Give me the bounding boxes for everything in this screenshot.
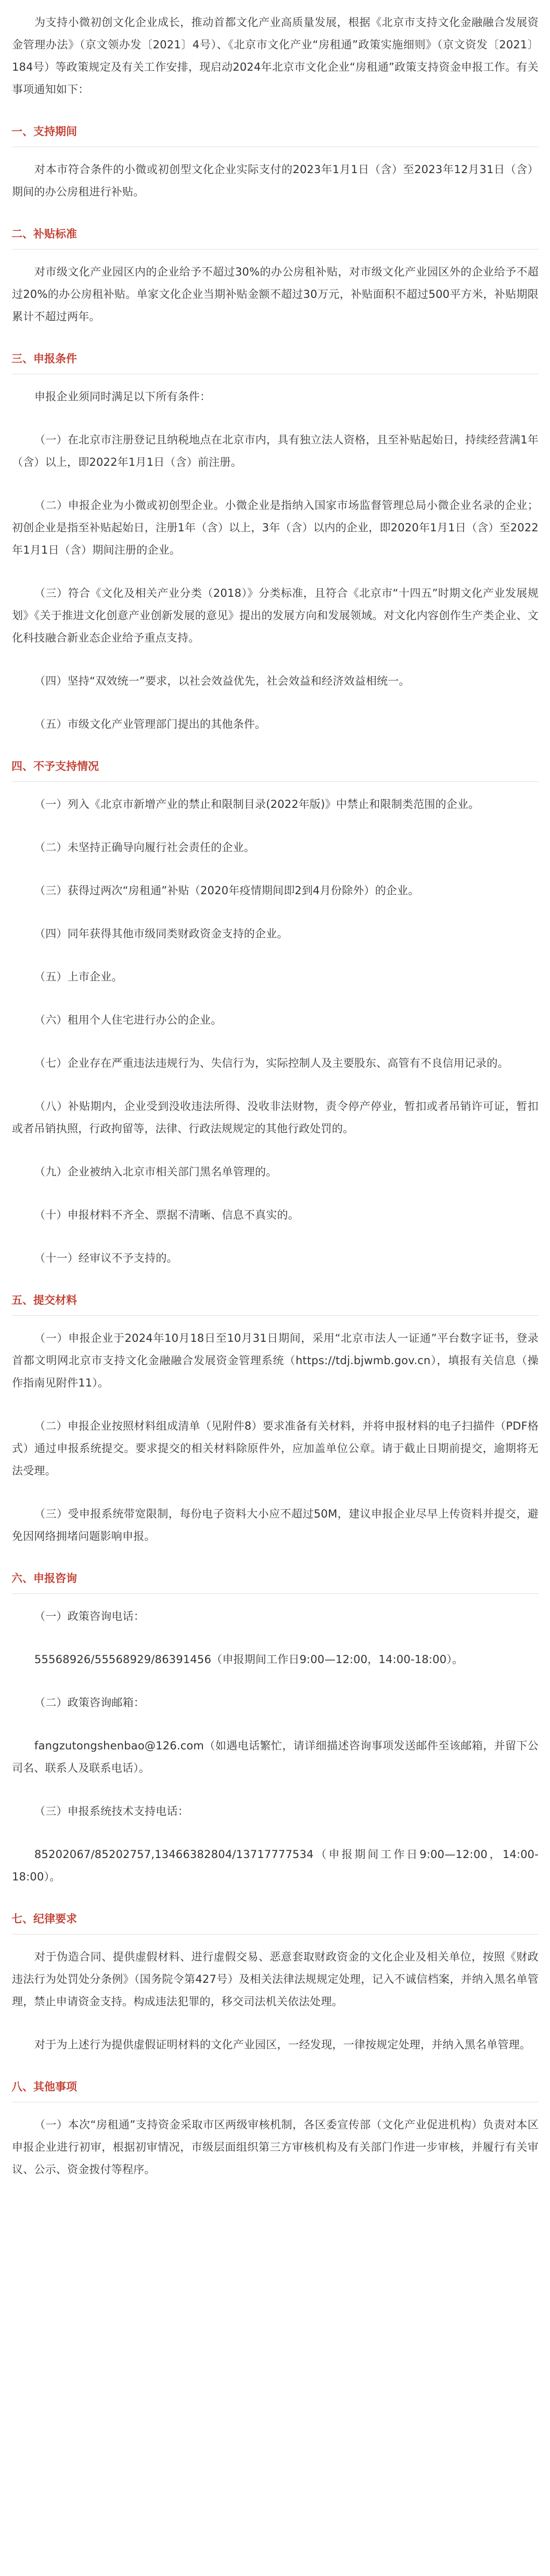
list-item: （三）受申报系统带宽限制，每份电子资料大小应不超过50M，建议申报企业尽早上传资料并提交，避免因网络拥堵问题影响申报。 <box>12 1508 539 1542</box>
paragraph: 对于伪造合同、提供虚假材料、进行虚假交易、恶意套取财政资金的文化企业及相关单位，按照《财政违法行为处罚处分条例》（国务院令第427号）及相关法律法规规定处理，记入不诚信档案，并纳入黑名单管理，禁止申请资金支持。构成违法犯罪的，移交司法机关依法处理。 <box>12 1951 539 2008</box>
list-item: （七）企业存在严重违法违规行为、失信行为，实际控制人及主要股东、高管有不良信用记录的。 <box>34 1057 509 1069</box>
list-item: （五）市级文化产业管理部门提出的其他条件。 <box>34 718 266 730</box>
section-title: 八、其他事项 <box>11 2081 77 2093</box>
list-item: （二）申报企业按照材料组成清单（见附件8）要求准备有关材料，并将申报材料的电子扫描件（PDF格式）通过申报系统提交。要求提交的相关材料除原件外，应加盖单位公章。请于截止日期前提交，逾期将无法受理。 <box>12 1420 539 1477</box>
section-divider <box>11 781 539 782</box>
list-item: （六）租用个人住宅进行办公的企业。 <box>34 1014 222 1026</box>
list-item: （二）未坚持正确导向履行社会责任的企业。 <box>34 841 255 854</box>
list-item: （四）同年获得其他市级同类财政资金支持的企业。 <box>34 927 288 940</box>
section-title: 四、不予支持情况 <box>11 760 99 773</box>
paragraph: 对市级文化产业园区内的企业给予不超过30%的办公房租补贴，对市级文化产业园区外的企业给予不超过20%的办公房租补贴。单家文化企业当期补贴金额不超过30万元，补贴面积不超过500平方米，补贴期限累计不超过两年。 <box>12 266 539 323</box>
section-consultation <box>0 1568 550 1888</box>
section-divider <box>11 1593 539 1594</box>
list-item: （一）在北京市注册登记且纳税地点在北京市内，具有独立法人资格，且至补贴起始日，持续经营满1年（含）以上，即2022年1月1日（含）前注册。 <box>12 434 539 468</box>
paragraph: 对于为上述行为提供虚假证明材料的文化产业园区，一经发现，一律按规定处理，并纳入黑名单管理。 <box>34 2038 531 2051</box>
section-title: 七、纪律要求 <box>11 1913 77 1925</box>
list-item: （三）获得过两次“房租通”补贴（2020年疫情期间即2到4月份除外）的企业。 <box>34 884 419 897</box>
section-discipline <box>0 1909 550 2056</box>
section-title: 三、申报条件 <box>11 352 77 365</box>
list-item: （二）申报企业为小微或初创型企业。小微企业是指纳入国家市场监督管理总局小微企业名录的企业；初创企业是指至补贴起始日，注册1年（含）以上，3年（含）以内的企业，即2020年1月1日（含）至2022年1月1日（含）期间注册的企业。 <box>12 499 539 556</box>
list-item: （九）企业被纳入北京市相关部门黑名单管理的。 <box>34 1166 277 1178</box>
list-item: （五）上市企业。 <box>34 971 123 983</box>
section-exclusions <box>0 756 550 1270</box>
list-item: （三）符合《文化及相关产业分类（2018）》分类标准，且符合《北京市“十四五”时期文化产业发展规划》《关于推进文化创意产业创新发展的意见》提出的发展方向和发展领域。对文化内容创作生产类企业、文化科技融合新业态企业给予重点支持。 <box>12 587 539 644</box>
section-other-matters <box>0 2077 550 2181</box>
list-item: （一）本次“房租通”支持资金采取市区两级审核机制，各区委宣传部（文化产业促进机构）负责对本区申报企业进行初审，根据初审情况，市级层面组织第三方审核机构及有关部门作进一步审核，并履行有关审议、公示、资金拨付等程序。 <box>12 2119 539 2176</box>
intro-paragraph: 为支持小微初创文化企业成长，推动首都文化产业高质量发展，根据《北京市支持文化金融融合发展资金管理办法》（京文领办发〔2021〕4号）、《北京市文化产业“房租通”政策实施细则》（京文资发〔2021〕184号）等政策规定及有关工作安排，现启动2024年北京市文化企业“房租通”政策支持资金申报工作。有关事项通知如下： <box>12 16 539 96</box>
list-item: （一）列入《北京市新增产业的禁止和限制目录(2022年版)》中禁止和限制类范围的企业。 <box>34 798 480 810</box>
section-subsidy-standard <box>0 224 550 328</box>
section-conditions <box>0 349 550 736</box>
list-item: （十一）经审议不予支持的。 <box>34 1252 178 1264</box>
section-support-period <box>0 122 550 203</box>
section-materials <box>0 1290 550 1548</box>
tech-support-phone: 85202067/85202757,13466382804/13717777534（申报期间工作日9:00—12:00，14:00-18:00）。 <box>12 1848 539 1883</box>
section-divider <box>11 1315 539 1316</box>
list-item: （三）申报系统技术支持电话： <box>34 1805 189 1817</box>
list-item: （八）补贴期内，企业受到没收违法所得、没收非法财物，责令停产停业，暂扣或者吊销许可证，暂扣或者吊销执照，行政拘留等，法律、行政法规规定的其他行政处罚的。 <box>12 1100 539 1135</box>
list-item: （十）申报材料不齐全、票据不清晰、信息不真实的。 <box>34 1209 299 1221</box>
policy-email: fangzutongshenbao@126.com（如遇电话繁忙，请详细描述咨询事项发送邮件至该邮箱，并留下公司名、联系人及联系电话）。 <box>12 1740 539 1774</box>
list-item: （一）政策咨询电话： <box>34 1610 145 1623</box>
list-item: （四）坚持“双效统一”要求，以社会效益优先，社会效益和经济效益相统一。 <box>34 675 410 687</box>
section-title: 六、申报咨询 <box>11 1572 77 1585</box>
paragraph: 申报企业须同时满足以下所有条件： <box>34 390 211 403</box>
paragraph: 对本市符合条件的小微或初创型文化企业实际支付的2023年1月1日（含）至2023年12月31日（含）期间的办公房租进行补贴。 <box>12 163 539 198</box>
section-divider <box>11 249 539 250</box>
section-title: 五、提交材料 <box>11 1294 77 1306</box>
list-item: （二）政策咨询邮箱： <box>34 1696 145 1709</box>
list-item: （一）申报企业于2024年10月18日至10月31日期间，采用“北京市法人一证通”平台数字证书，登录首都文明网北京市支持文化金融融合发展资金管理系统（https://tdj.bjwmb.gov.cn），填报有关信息（操作指南见附件11）。 <box>12 1332 539 1389</box>
section-title: 二、补贴标准 <box>11 228 77 240</box>
policy-phone: 55568926/55568929/86391456（申报期间工作日9:00—12:00，14:00-18:00）。 <box>34 1653 464 1666</box>
section-title: 一、支持期间 <box>11 125 77 138</box>
